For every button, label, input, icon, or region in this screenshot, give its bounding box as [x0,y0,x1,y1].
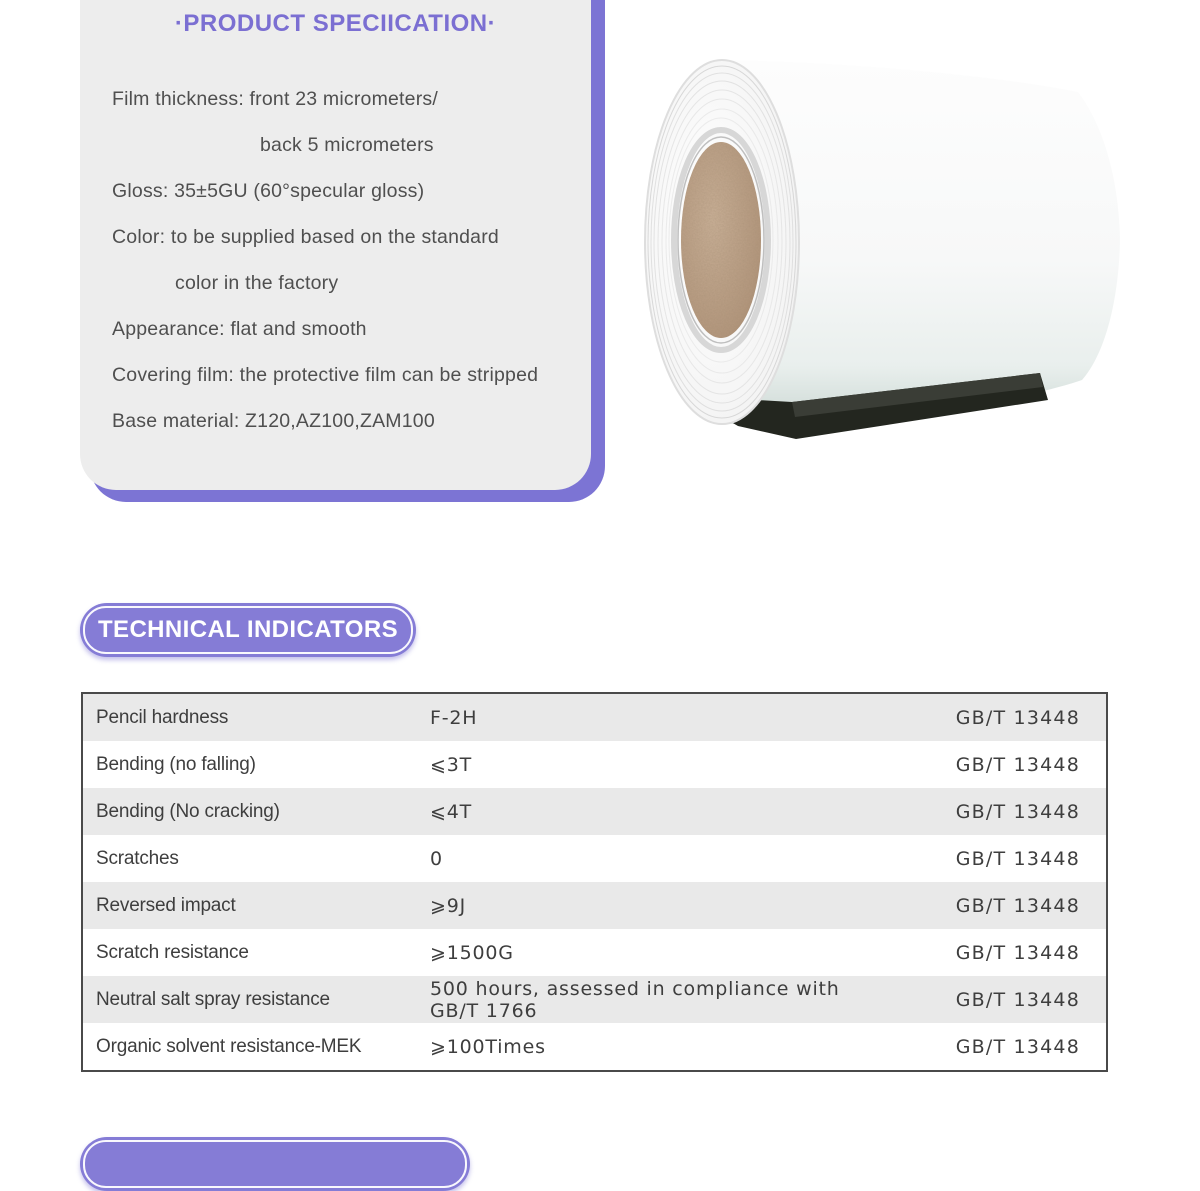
technical-indicators-label: TECHNICAL INDICATORS [97,616,398,643]
technical-indicators-header [80,603,416,657]
technical-indicators-table [81,692,1108,1072]
indicator-standard-cell: GB/T 13448 [955,753,1080,776]
table-row [82,1023,1107,1071]
indicator-standard-cell: GB/T 13448 [955,941,1080,964]
next-section-pill [80,1137,470,1191]
table-row [82,976,1107,1023]
spec-line-covering-film: Covering film: the protective film can be stripped [112,364,539,386]
indicator-standard-cell: GB/T 13448 [955,706,1080,729]
indicator-name-cell: Neutral salt spray resistance [96,988,330,1010]
indicator-name-cell: Bending (no falling) [96,753,256,775]
indicator-name-cell: Bending (No cracking) [96,800,280,822]
indicator-standard-cell: GB/T 13448 [955,894,1080,917]
spec-line-appearance: Appearance: flat and smooth [112,318,367,340]
product-photo-steel-coil [620,40,1180,480]
indicator-name-cell: Pencil hardness [96,706,229,728]
indicator-value-cell: 0 [430,847,443,870]
indicator-name-cell: Scratches [96,847,179,869]
spec-line-base-material: Base material: Z120,AZ100,ZAM100 [112,410,435,432]
spec-line-color-cont: color in the factory [175,272,339,294]
indicator-value-cell: F-2H [430,706,478,729]
table-row [82,835,1107,882]
pill-inner-ring [83,1140,467,1188]
indicator-standard-cell: GB/T 13448 [955,800,1080,823]
indicator-value-cell: 500 hours, assessed in compliance with GB/T 1766 [430,977,840,1022]
steel-coil-illustration [620,40,1180,480]
spec-lines [112,76,575,444]
spec-line-back-thickness: back 5 micrometers [260,134,434,156]
indicator-value-cell: ⩾9J [430,894,467,917]
table-row [82,882,1107,929]
spec-card-title: ·PRODUCT SPECIICATION· [174,10,497,37]
indicator-value-cell: ⩽3T [430,753,473,776]
coil-face [645,60,799,424]
table-row [82,788,1107,835]
indicator-value-cell: ⩽4T [430,800,473,823]
indicator-value-cell: ⩾1500G [430,941,514,964]
product-spec-card [80,0,591,490]
spec-line-gloss: Gloss: 35±5GU (60°specular gloss) [112,180,425,202]
table-row [82,929,1107,976]
indicator-standard-cell: GB/T 13448 [955,1035,1080,1058]
indicator-name-cell: Organic solvent resistance-MEK [96,1035,362,1057]
spec-line-color: Color: to be supplied based on the standard [112,226,499,248]
spec-line-film-thickness: Film thickness: front 23 micrometers/ [112,88,438,110]
table-row [82,741,1107,788]
indicator-name-cell: Reversed impact [96,894,236,916]
indicator-standard-cell: GB/T 13448 [955,847,1080,870]
table-row [82,693,1107,741]
indicator-standard-cell: GB/T 13448 [955,988,1080,1011]
indicator-value-cell: ⩾100Times [430,1035,546,1058]
indicator-name-cell: Scratch resistance [96,941,249,963]
